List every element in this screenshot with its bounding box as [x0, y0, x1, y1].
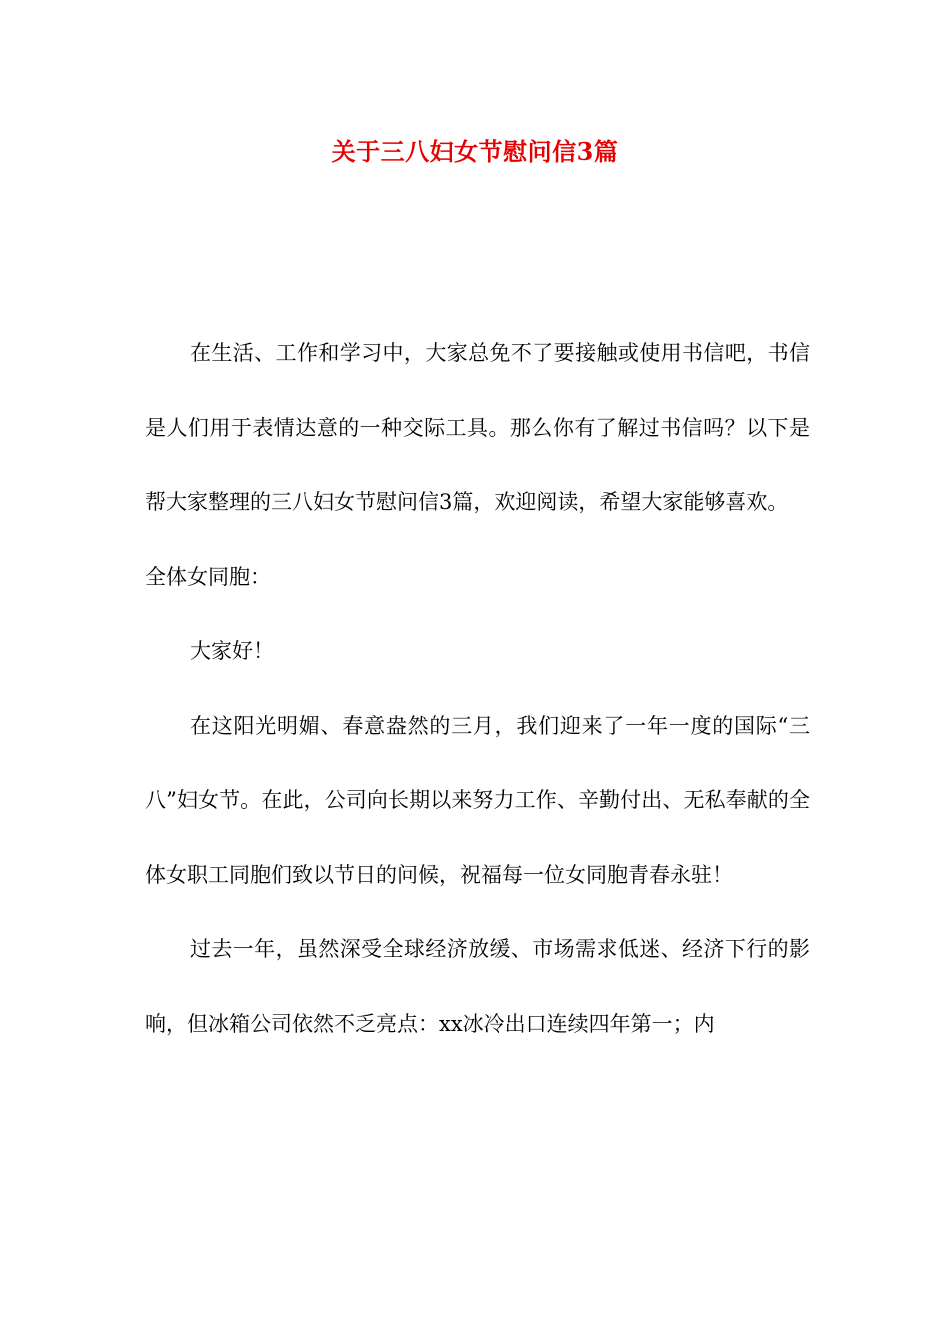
- document-body: [145, 316, 810, 1061]
- document-title: 关于三八妇女节慰问信3篇: [331, 137, 619, 166]
- body-paragraph: 过去一年，虽然深受全球经济放缓、市场需求低迷、经济下行的影响，但冰箱公司依然不乏亮点：xx冰冷出口连续四年第一；内: [145, 937, 810, 1036]
- salutation: 全体女同胞：: [145, 564, 271, 589]
- body-paragraph: 在这阳光明媚、春意盎然的三月，我们迎来了一年一度的国际“三八”妇女节。在此，公司向长期以来努力工作、辛勤付出、无私奉献的全体女职工同胞们致以节日的问候，祝福每一位女同胞青春永驻！: [145, 713, 810, 887]
- greeting: 大家好！: [190, 639, 274, 663]
- intro-paragraph: 在生活、工作和学习中，大家总免不了要接触或使用书信吧，书信是人们用于表情达意的一种交际工具。那么你有了解过书信吗？以下是帮大家整理的三八妇女节慰问信3篇，欢迎阅读，希望大家能够喜欢。: [145, 341, 810, 514]
